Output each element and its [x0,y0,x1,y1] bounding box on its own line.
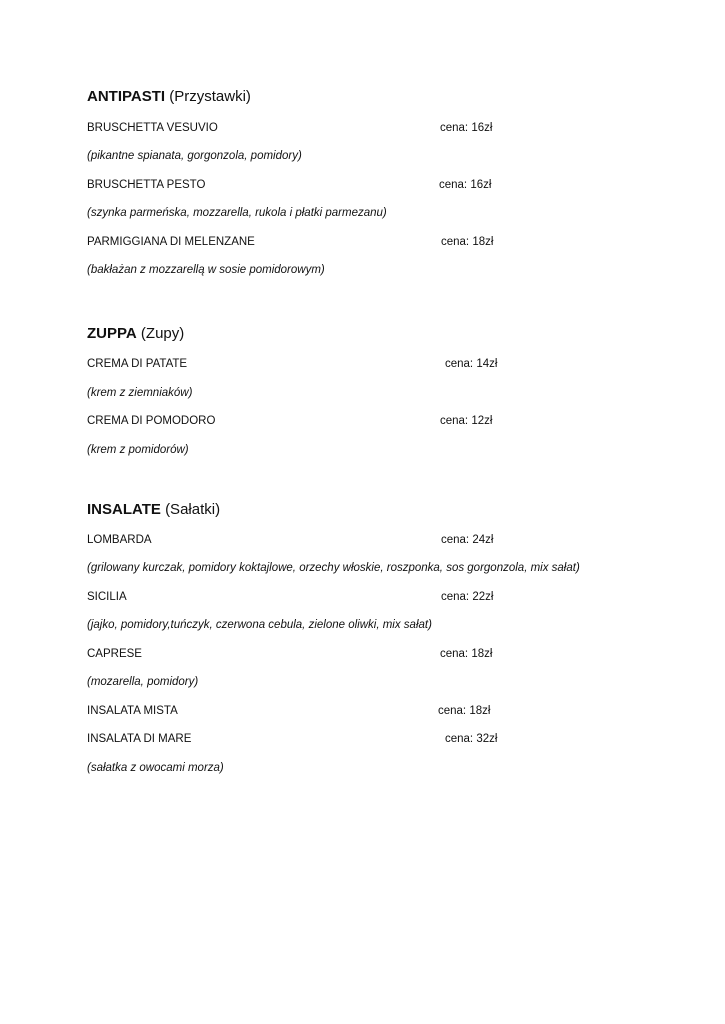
section-subtitle: (Przystawki) [169,88,251,105]
menu-item-price: cena: 18zł [440,648,493,660]
section-title: INSALATE [87,501,161,518]
menu-item-price: cena: 24zł [441,534,494,546]
menu-item-description: (bakłażan z mozzarellą w sosie pomidorowym) [87,264,325,276]
menu-item-price: cena: 16zł [439,179,492,191]
menu-item-name: INSALATA MISTA [87,705,178,717]
section-title: ANTIPASTI [87,88,166,105]
menu-item-description: (sałatka z owocami morza) [87,762,224,774]
menu-item-name: PARMIGGIANA DI MELENZANE [87,236,255,248]
section-subtitle: (Sałatki) [165,501,221,518]
menu-item-price: cena: 16zł [440,122,493,134]
menu-item-price: cena: 18zł [441,236,494,248]
menu-item-name: LOMBARDA [87,534,152,546]
menu-item-price: cena: 22zł [441,591,494,603]
menu-item-price: cena: 12zł [440,415,493,427]
menu-item-description: (krem z pomidorów) [87,444,189,456]
menu-item-description: (jajko, pomidory,tuńczyk, czerwona cebula, zielone oliwki, mix sałat) [87,619,432,631]
menu-item-name: BRUSCHETTA VESUVIO [87,122,218,134]
menu-item-description: (szynka parmeńska, mozzarella, rukola i płatki parmezanu) [87,207,387,219]
menu-item-price: cena: 32zł [445,733,498,745]
section-subtitle: (Zupy) [140,325,185,342]
section-heading-zuppa [87,325,184,343]
menu-item-description: (grilowany kurczak, pomidory koktajlowe, orzechy włoskie, roszponka, sos gorgonzola, mix sałat) [87,562,580,574]
menu-item-name: CAPRESE [87,648,142,660]
menu-item-name: CREMA DI POMODORO [87,415,216,427]
menu-item-price: cena: 14zł [445,358,498,370]
menu-item-name: CREMA DI PATATE [87,358,188,370]
section-heading-insalate [87,501,220,519]
menu-item-price: cena: 18zł [438,705,491,717]
menu-item-name: INSALATA DI MARE [87,733,192,745]
menu-item-name: SICILIA [87,591,127,603]
menu-item-description: (pikantne spianata, gorgonzola, pomidory) [87,150,302,162]
section-title: ZUPPA [87,325,137,342]
section-heading-antipasti [87,88,251,106]
menu-item-description: (mozarella, pomidory) [87,676,199,688]
menu-item-name: BRUSCHETTA PESTO [87,179,206,191]
menu-item-description: (krem z ziemniaków) [87,387,193,399]
